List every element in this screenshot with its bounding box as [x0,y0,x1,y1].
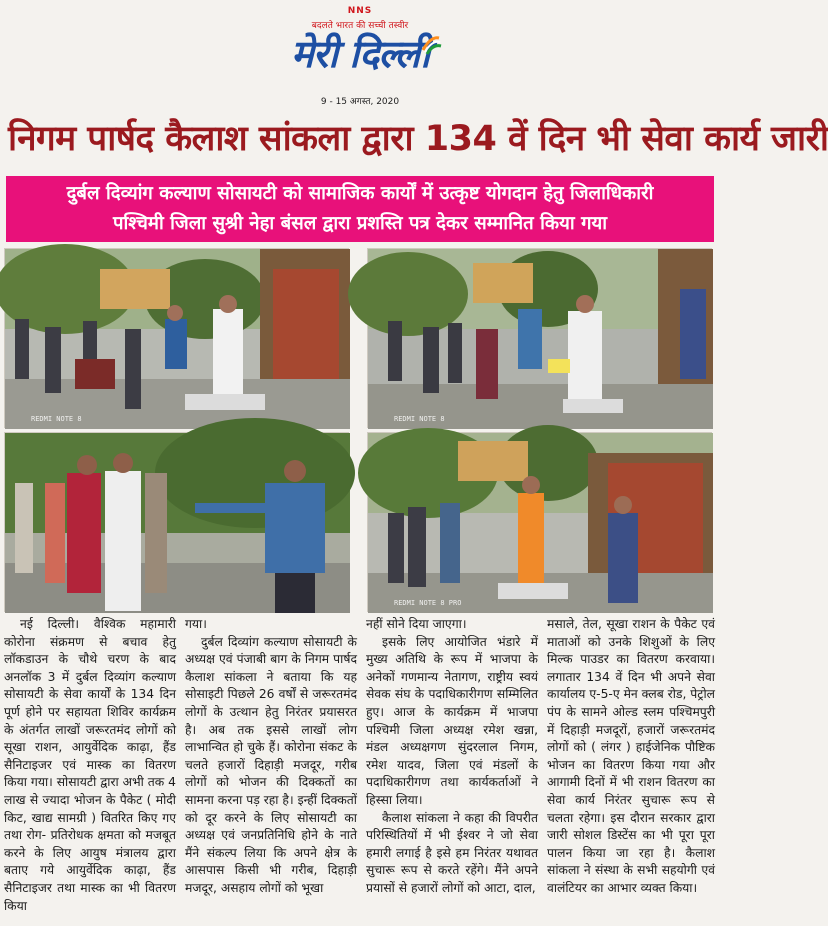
photo-distribution-4 [367,432,712,612]
subheadline-line-2: पश्चिमी जिला सुश्री नेहा बंसल द्वारा प्रशस्ति पत्र देकर सम्मानित किया गया [112,213,608,234]
headline: निगम पार्षद कैलाश सांकला द्वारा 134 वें दिन भी सेवा कार्य जारी [8,119,828,159]
tagline: बदलते भारत की सच्ची तस्वीर [311,21,409,31]
article-column-1 [4,616,176,922]
camera-watermark: REDMI NOTE 8 [394,415,445,423]
newspaper-title: मेरी दिल्ली [290,32,430,76]
newspaper-logo [275,26,445,82]
article-body [4,616,716,922]
article-column-3 [366,616,538,922]
nns-logo: NNS [347,6,373,16]
camera-watermark: REDMI NOTE 8 PRO [394,599,462,607]
paragraph: गया। [185,617,207,631]
article-column-2 [185,616,357,922]
camera-watermark: REDMI NOTE 8 [31,415,82,423]
paragraph: दुर्बल दिव्यांग कल्याण सोसायटी के अध्यक्ष एवं पंजाबी बाग के निगम पार्षद कैलाश सांकला ने बताया कि यह सोसाइटी पिछले 26 वर्षों से जरूरतमंद लोगों के उत्थान हेतु निरंतर प्रयासरत है। अब तक इससे लाखों लोग लाभान्वित हो चुके हैं। कोरोना संकट के चलते हजारों दिहाड़ी मजदूर, गरीब लोगों को भोजन की दिक्कतों का सामना करना पड़ रहा है। इन्हीं दिक्कतों को दूर करने के लिए सोसायटी का अध्यक्ष एवं जनप्रतिनिधि होने के नाते मैंने संकल्प लिया कि अपने क्षेत्र के आसपास किसी भी गरीब, दिहाड़ी मजदूर, असहाय लोगों को भूखा [185,634,357,895]
photo-distribution-3 [4,432,349,612]
flag-icon [421,34,441,56]
photo-distribution-1 [4,248,349,428]
masthead [0,0,720,110]
subheadline-banner [6,176,714,242]
article-column-4 [547,616,715,922]
paragraph: कैलाश सांकला ने कहा की विपरीत परिस्थितियों में भी ईश्वर ने जो सेवा हमारी लगाई है इसे हम निरंतर यथावत सुचारू रूप से करते रहेंगे। मैंने अपने प्रयासों से हजारों लोगों को आटा, दाल, [366,810,538,895]
paragraph: नई दिल्ली। वैश्विक महामारी कोरोना संक्रमण से बचाव हेतु लॉकडाउन के चौथे चरण के बाद अनलॉक 3 में दुर्बल दिव्यांग कल्याण सोसायटी के सेवा कार्यों के 134 दिन पूर्ण होने पर सहायता शिविर कार्यक्रम के अंतर्गत लाखों जरूरतमंद लोगों को सूखा राशन, आयुर्वेदिक काढ़ा, हैंड सैनिटाइजर एवं मास्क का वितरण किया गया। सोसायटी द्वारा अभी तक 4 लाख से ज्यादा भोजन के पैकेट ( मोदी किट, खाद्य सामग्री ) वितरित किए गए तथा रोग- प्रतिरोधक क्षमता को मजबूत करने के लिए आयुष मंत्रालय द्वारा बताए गये आयुर्वेदिक काढ़ा, हैंड सैनिटाइजर तथा मास्क का भी वितरण किया [4,617,176,913]
paragraph: नहीं सोने दिया जाएगा। [366,617,467,631]
paragraph: इसके लिए आयोजित भंडारे में मुख्य अतिथि के रूप में भाजपा के अनेकों गणमान्य नेतागण, राष्ट्रीय स्वयं सेवक संघ के पदाधिकारीगण सम्मिलित हुए। आज के कार्यक्रम में भाजपा पश्चिमी जिला अध्यक्ष रमेश खन्ना, मंडल अध्यक्षगण सुंदरलाल निगम, रमेश यादव, जिला एवं मंडलों के पदाधिकारीगण तथा कार्यकर्ताओं ने हिस्सा लिया। [366,634,538,807]
issue-date: 9 - 15 अगस्त, 2020 [320,97,400,107]
subheadline-line-1: दुर्बल दिव्यांग कल्याण सोसायटी को सामाजिक कार्यों में उत्कृष्ट योगदान हेतु जिलाधिकारी [66,183,654,204]
paragraph: मसाले, तेल, सूखा राशन के पैकेट एवं माताओं को उनके शिशुओं के लिए मिल्क पाउडर का वितरण करवाया। लगातार 134 वें दिन भी अपने सेवा कार्यालय ए-5-ए मेन क्लब रोड, पेट्रोल पंप के सामने ओल्ड स्लम पश्चिमपुरी में दिहाड़ी मजदूरों, हजारों जरूरतमंद लोगों को ( लंगर ) हाईजेनिक पौष्टिक भोजन का वितरण किया गया और आगामी दिनों में भी राशन वितरण का सेवा कार्य निरंतर सुचारू रूप से चलता रहेगा। इस दौरान सरकार द्वारा जारी सोशल डिस्टेंस का भी पूरा पूरा पालन किया जा रहा है। कैलाश सांकला ने संस्था के सभी सहयोगी एवं वालंटियर का आभार व्यक्त किया। [547,617,715,895]
photo-distribution-2 [367,248,712,428]
